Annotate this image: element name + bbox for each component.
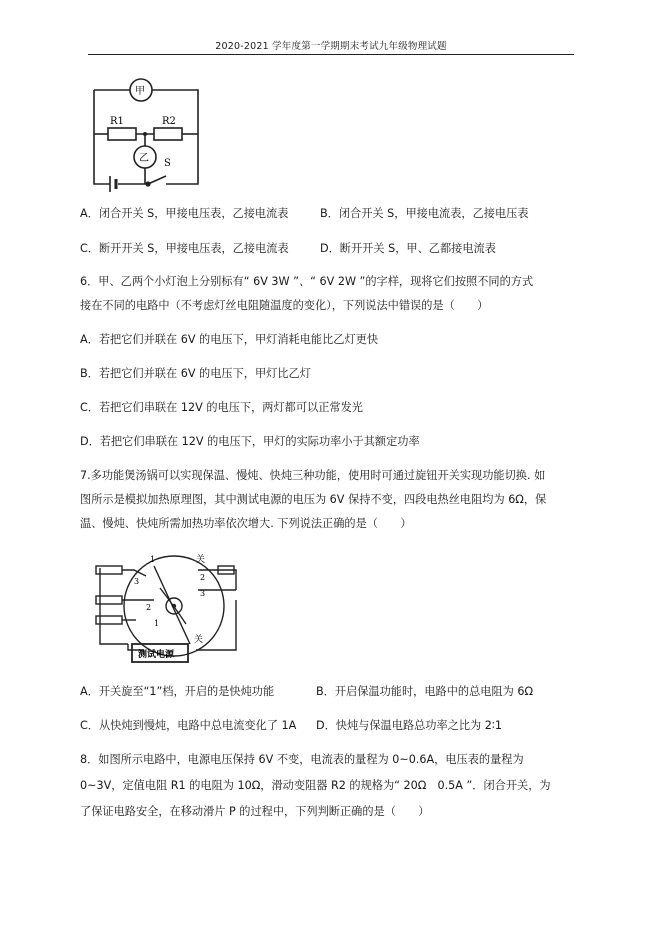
page-header: 2020-2021 学年度第一学期期末考试九年级物理试题 [215,41,447,52]
meter-yi-label: 乙 [139,153,149,164]
q7-knob-circuit-figure [88,548,248,668]
q7-option-d: D．快炖与保温电路总功率之比为 2∶1 [316,719,502,732]
q8-stem-line-3: 了保证电路安全，在移动滑片 P 的过程中，下列判断正确的是（ ） [80,805,430,818]
q6-stem-line-2: 接在不同的电路中（不考虑灯丝电阻随温度的变化），下列说法中错误的是（ ） [80,299,489,312]
switch-label: S [164,158,171,169]
q6-stem-line-1: 6．甲、乙两个小灯泡上分别标有“ 6V 3W ”、“ 6V 2W ”的字样，现将它们按照不同的方式 [80,275,534,288]
q5-circuit-figure [88,74,208,194]
q5-option-a: A．闭合开关 S，甲接电压表，乙接电流表 [80,207,289,220]
knob-terminal-2-right: 2 [200,573,206,582]
knob-terminal-2-left: 2 [146,603,152,612]
knob-guan-top-label: 关 [196,555,206,565]
header-rule [88,54,574,55]
knob-terminal-1-bottom: 1 [154,619,160,628]
q5-option-d: D．断开开关 S，甲、乙都接电流表 [320,242,496,255]
r2-label: R2 [162,116,176,127]
q7-option-c: C．从快炖到慢炖，电路中总电流变化了 1A [80,719,297,732]
q5-option-c: C．断开开关 S，甲接电压表，乙接电流表 [80,242,289,255]
q6-option-c: C．若把它们串联在 12V 的电压下，两灯都可以正常发光 [80,401,363,414]
meter-jia-label: 甲 [135,86,145,97]
knob-guan-bottom-label: 关 [194,635,204,645]
q5-option-b: B．闭合开关 S，甲接电流表，乙接电压表 [320,207,529,220]
r1-label: R1 [110,116,124,127]
q7-stem-line-1: 7.多功能煲汤锅可以实现保温、慢炖、快炖三种功能，使用时可通过旋钮开关实现功能切换. 如 [80,469,546,482]
q7-option-b: B．开启保温功能时，电路中的总电阻为 6Ω [316,685,534,698]
q7-option-a: A．开关旋至“1”档，开启的是快炖功能 [80,685,275,698]
knob-terminal-3-right: 3 [200,589,206,598]
q7-stem-line-2: 图所示是模拟加热原理图，其中测试电源的电压为 6V 保持不变，四段电热丝电阻均为 6Ω，保 [80,493,547,506]
knob-terminal-1-top: 1 [150,555,156,564]
q6-option-d: D．若把它们串联在 12V 的电压下，甲灯的实际功率小于其额定功率 [80,435,420,448]
q7-stem-line-3: 温、慢炖、快炖所需加热功率依次增大. 下列说法正确的是（ ） [80,517,412,530]
q6-option-a: A．若把它们并联在 6V 的电压下，甲灯消耗电能比乙灯更快 [80,333,379,346]
q8-stem-line-1: 8．如图所示电路中，电源电压保持 6V 不变，电流表的量程为 0~0.6A，电压表的量程为 [80,753,524,766]
q6-option-b: B．若把它们并联在 6V 的电压下，甲灯比乙灯 [80,367,311,380]
q8-stem-line-2: 0~3V，定值电阻 R1 的电阻为 10Ω，滑动变阻器 R2 的规格为“ 20Ω 0.5A ”．闭合开关，为 [80,779,551,792]
power-source-label: 测试电源 [138,650,175,660]
knob-terminal-3-left: 3 [134,577,140,586]
